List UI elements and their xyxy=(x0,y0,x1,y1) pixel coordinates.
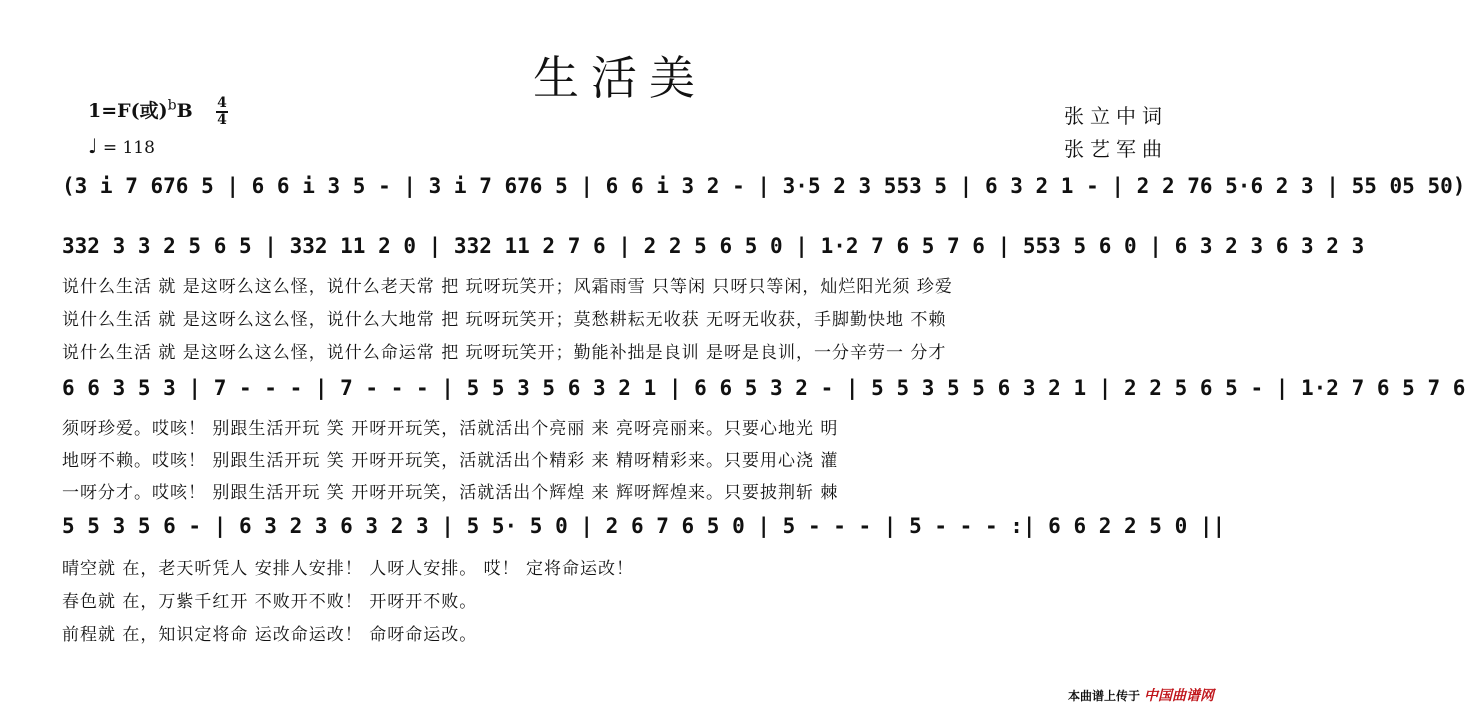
staff-line-3 xyxy=(62,370,1465,406)
time-bottom: 4 xyxy=(217,112,227,128)
lyricist-credit: 张立中词 xyxy=(1064,104,1168,128)
key-signature xyxy=(88,96,193,123)
lyric-verse-3: 说什么生活 就 是这呀么这么怪，说什么命运常 把 玩呀玩笑开；勤能补拙是良训 是呀是良训，一分辛劳一 分才 xyxy=(62,343,947,363)
staff-line-4 xyxy=(62,508,1226,544)
time-top: 4 xyxy=(217,95,227,111)
staff-notes: 5 5 3 5 6 - | 6 3 2 3 6 3 2 3 | 5 5· 5 0 | 2 6 7 6 5 0 | 5 - - - | 5 - - - :| 6 6 2 2 5 0 || xyxy=(62,514,1226,538)
lyric-verse-3: 前程就 在，知识定将命 运改命运改！ 命呀命运改。 xyxy=(62,625,478,645)
key-alt: B xyxy=(176,100,193,122)
tempo-value: = 118 xyxy=(102,138,155,158)
lyric-verse-2: 地呀不赖。哎咳！ 别跟生活开玩 笑 开呀开玩笑，活就活出个精彩 来 精呀精彩来。只要用心浇 灌 xyxy=(62,451,839,471)
key-text: 1=F(或) xyxy=(88,100,168,122)
lyric-verse-2: 春色就 在，万紫千红开 不败开不败！ 开呀开不败。 xyxy=(62,592,478,612)
tempo-mark xyxy=(88,134,155,158)
page-title: 生活美 xyxy=(533,51,707,105)
site-logo: 中国曲谱网 xyxy=(1144,688,1214,704)
lyric-verse-1: 晴空就 在，老天听凭人 安排人安排！ 人呀人安排。 哎！ 定将命运改！ xyxy=(62,559,635,579)
staff-line-1 xyxy=(62,168,1465,204)
staff-notes: 332 3 3 2 5 6 5 | 332 11 2 0 | 332 11 2 7 6 | 2 2 5 6 5 0 | 1·2 7 6 5 7 6 | 553 5 6 0 | 6 3 2 3 6 3 2 3 xyxy=(62,234,1365,258)
upload-footer xyxy=(1068,685,1214,705)
staff-line-2 xyxy=(62,228,1365,264)
quarter-note-icon: ♩ xyxy=(88,134,98,158)
composer-credit: 张艺军曲 xyxy=(1064,137,1168,161)
lyric-verse-3: 一呀分才。哎咳！ 别跟生活开玩 笑 开呀开玩笑，活就活出个辉煌 来 辉呀辉煌来。只要披荆斩 棘 xyxy=(62,483,839,503)
staff-notes: 6 6 3 5 3 | 7 - - - | 7 - - - | 5 5 3 5 6 3 2 1 | 6 6 5 3 2 - | 5 5 3 5 5 6 3 2 1 | 2 2 5 6 5 - | 1·2 7 6 5 7 6 xyxy=(62,376,1465,400)
staff-notes: (3 i 7 676 5 | 6 6 i 3 5 - | 3 i 7 676 5 | 6 6 i 3 2 - | 3·5 2 3 553 5 | 6 3 2 1 - | 2 2 76 5·6 2 3 | 55 05 50) xyxy=(62,174,1465,198)
time-signature xyxy=(216,96,228,128)
lyric-verse-2: 说什么生活 就 是这呀么这么怪，说什么大地常 把 玩呀玩笑开；莫愁耕耘无收获 无呀无收获，手脚勤快地 不赖 xyxy=(62,310,947,330)
lyric-verse-1: 说什么生活 就 是这呀么这么怪，说什么老天常 把 玩呀玩笑开；风霜雨雪 只等闲 只呀只等闲，灿烂阳光须 珍爱 xyxy=(62,277,953,297)
footer-prefix: 本曲谱上传于 xyxy=(1067,689,1140,703)
lyric-verse-1: 须呀珍爱。哎咳！ 别跟生活开玩 笑 开呀开玩笑，活就活出个亮丽 来 亮呀亮丽来。只要心地光 明 xyxy=(62,419,839,439)
flat-sign: b xyxy=(167,97,177,114)
